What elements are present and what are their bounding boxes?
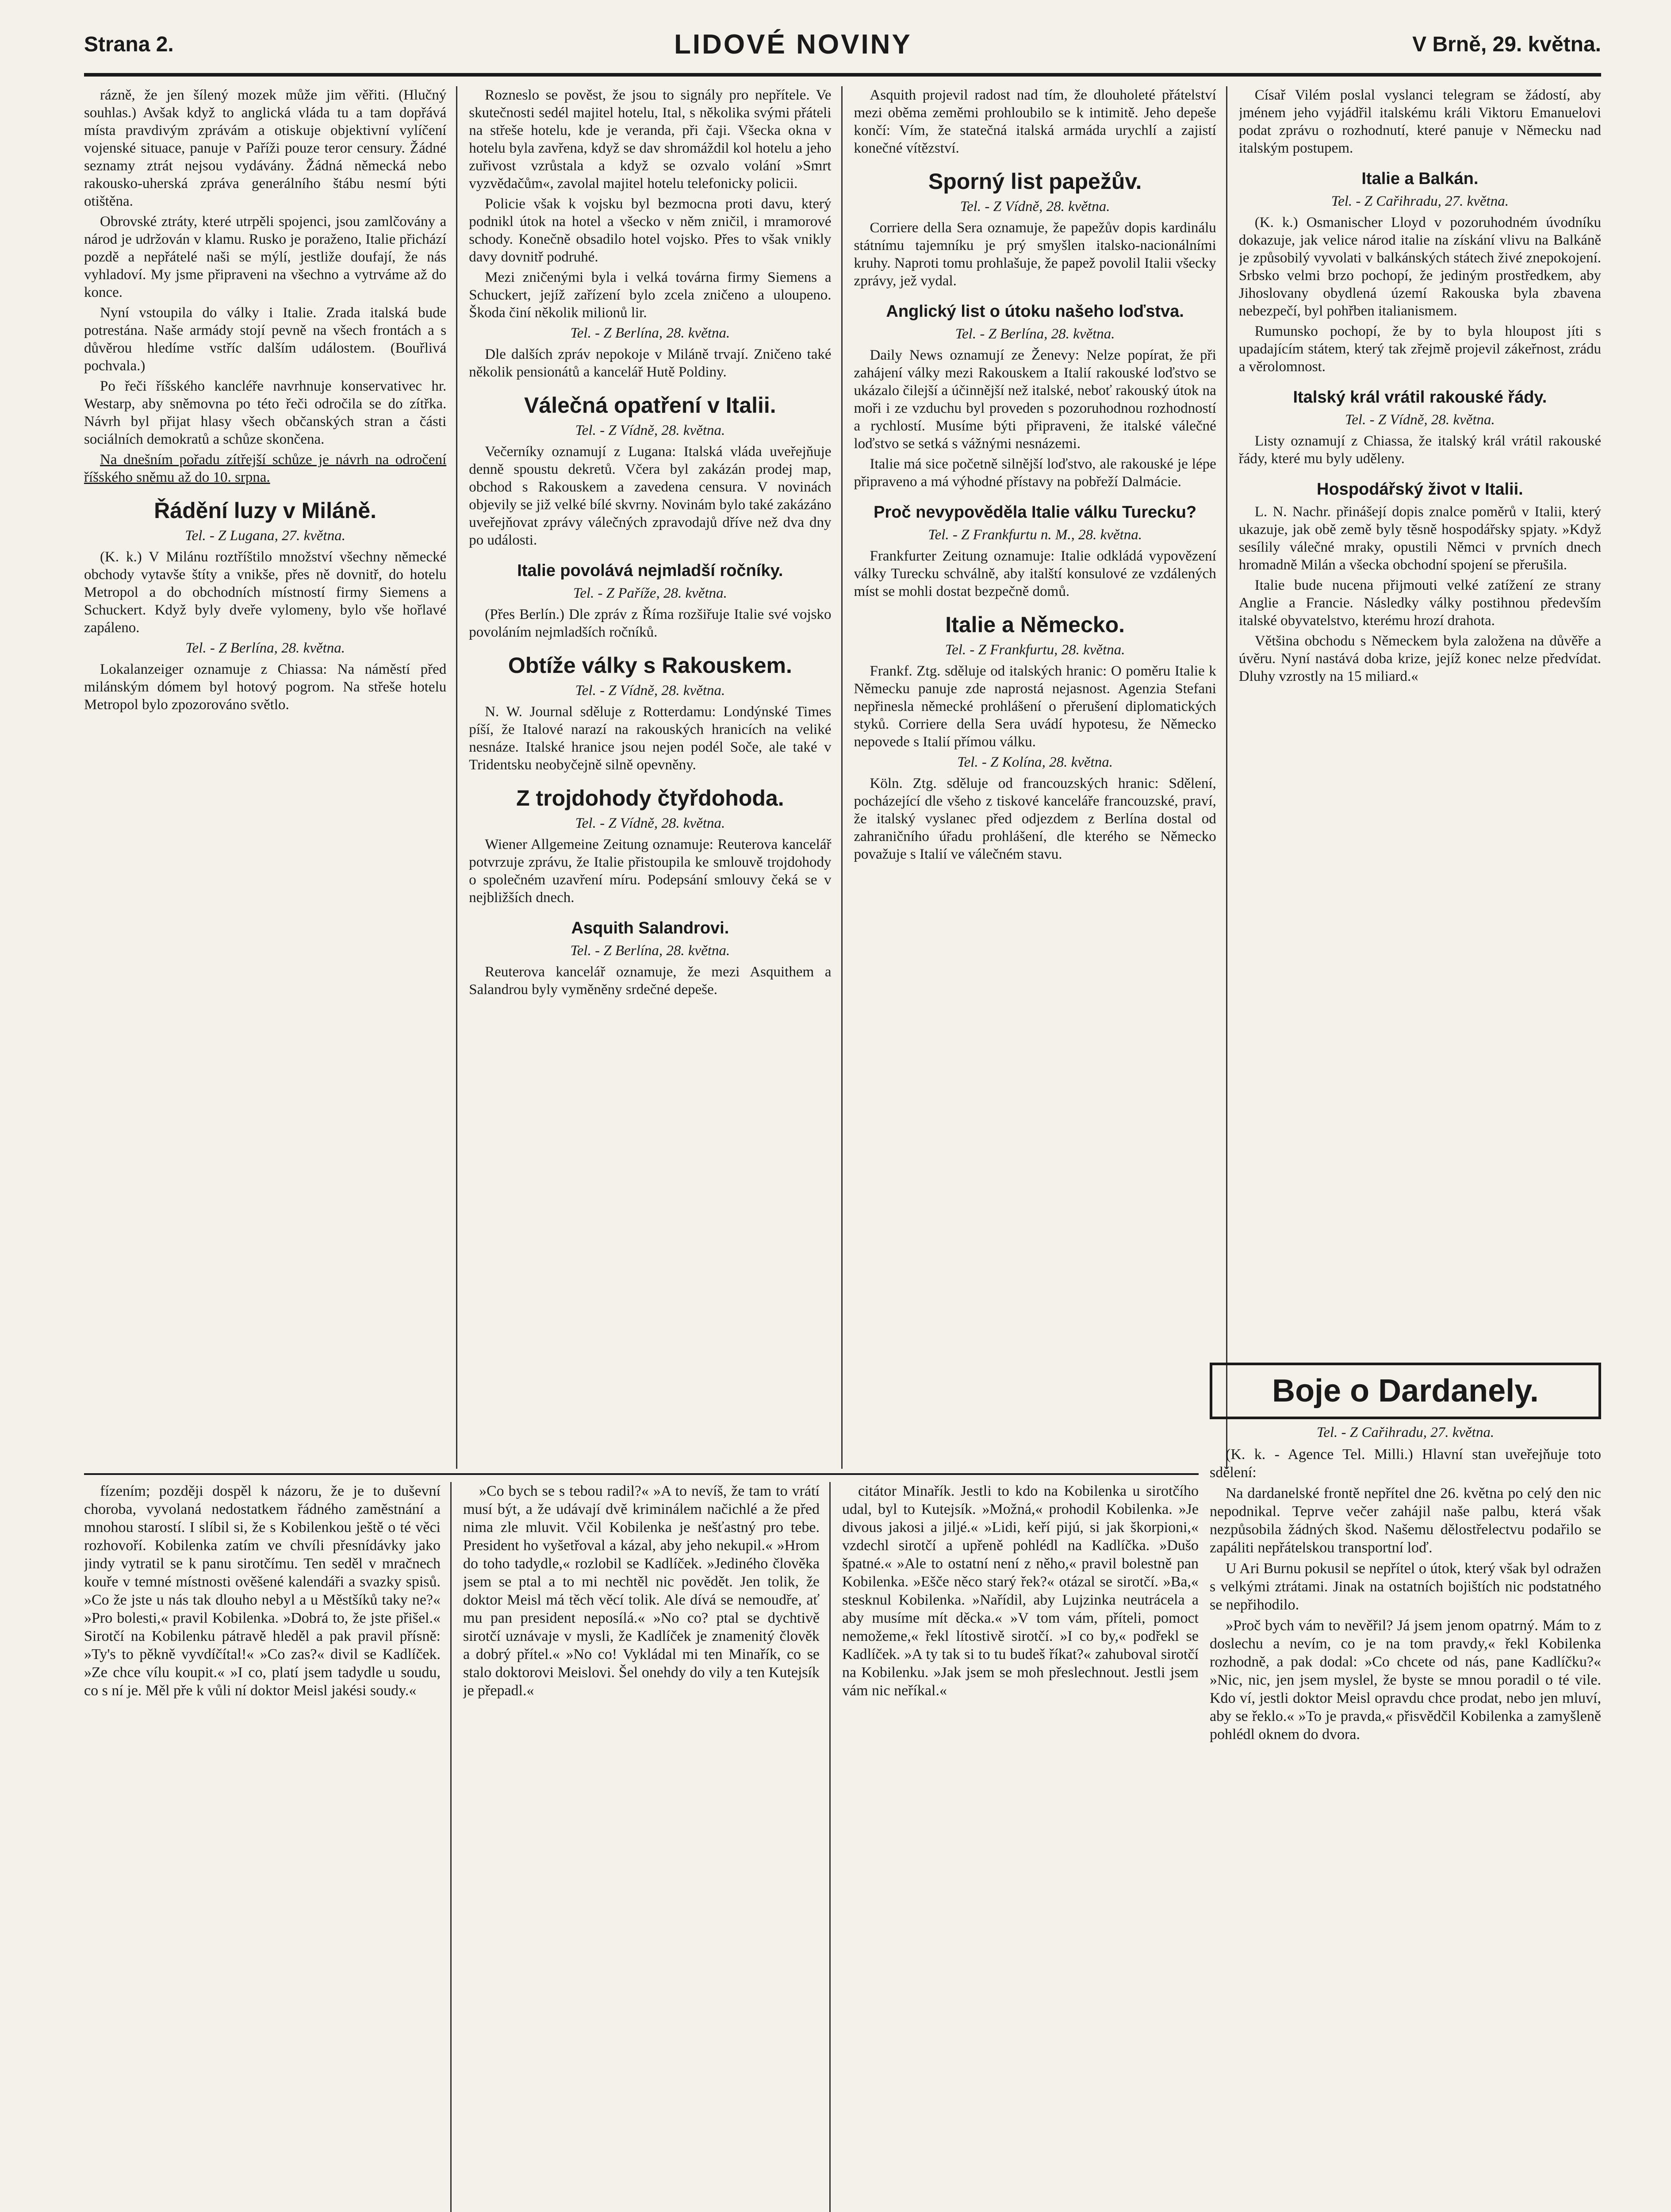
feuilleton-columns [84,1482,1199,2212]
paragraph: Večerníky oznamují z Lugana: Italská vláda uveřejňuje denně spoustu dekretů. Včera byl zakázán prodej map, obchod s Rakouskem a zavedena censura. V novinách objevily se již velké bílé skvrny. Novinám bylo také zakázáno uveřejňovat zprávy válečných zpravodajů dříve než dva dny po události. [469,444,832,548]
headline-war-measures: Válečná opatření v Italii. [524,393,776,418]
paragraph: Na dardanelské frontě nepřítel dne 26. května po celý den nic nepodnikal. Teprve večer zahájil naše palbu, která však nezpůsobila žádných škod. Našemu dělostřelectvu podařilo se zapáliti nepřátelskou transportní loď. [1210,1485,1601,1556]
headline-quadruple-entente: Z trojdohody čtyřdohoda. [516,786,784,810]
dateline: Tel. - Z Vídně, 28. května. [1345,412,1495,428]
paragraph: Frankfurter Zeitung oznamuje: Italie odkládá vypovězení války Turecku schválně, aby italští konsulové ze vzdálených míst se mohli dostat bezpečně domů. [854,548,1216,599]
page-header [84,18,1601,71]
column-2 [469,86,842,1469]
paragraph: Frankf. Ztg. sděluje od italských hranic: O poměru Italie k Německu panuje zde naprostá nejasnost. Agenzia Stefani nepřinesla německé prohlášení o přerušení diplomatických styků. Corriere della Sera uvádí hypotesu, že Německo nepovede s Italií přímou válku. [854,663,1216,750]
paragraph: Listy oznamují z Chiassa, že italský král vrátil rakouské řády, které mu byly uděleny. [1238,433,1601,467]
headline-economic-life: Hospodářský život v Italii. [1317,480,1523,499]
dateline: Tel. - Z Vídně, 28. května. [960,199,1110,215]
paragraph: »Co bych se s tebou radil?« »A to nevíš, že tam to vrátí musí být, a že udávají dvě kriminálem načichlé a že před nima zle mluvit. Včil Kobilenka je nešťastný pro tebe. President ho vyšetřoval a kázal, aby jeho nekupil.« »Hrom do toho tadydle,« rozlobil se Kadlíček. »Jediného člověka jsem se ptal a to mi nechtěl nic povědět. Jen tolik, že doktor Meisl má těch věcí tolik. Ale dívá se nemoudře, ať mu pan president neposílá.« »No co? ptal se dychtivě sirotčí uznávaje v mysli, že Kadlíček je znamenitý člověk a dobrý přítel.« »No co! Vykládal mi ten Minařík, co se stalo doktorovi Meislovi. Šel onehdy do vily a ten Kutejsík je přepadl.« [463,1483,820,1699]
feuilleton-column-2 [463,1482,831,2212]
headline-english-paper: Anglický list o útoku našeho loďstva. [886,302,1184,321]
header-rule [84,73,1601,77]
paragraph: Reuterova kancelář oznamuje, že mezi Asquithem a Salandrou byly vyměněny srdečné depeše. [469,964,832,998]
paragraph: Většina obchodu s Německem byla založena na důvěře a úvěru. Nyní nastává doba krize, jejíž konec nelze předvídat. Dluhy vzrostly na 15 miliard.« [1238,633,1601,684]
headline-youngest-classes: Italie povolává nejmladší ročníky. [517,561,783,580]
paragraph: U Ari Burnu pokusil se nepřítel o útok, který však byl odražen s velkými ztrátami. Jinak na ostatních bojištích nic podstatného se nepřihodilo. [1210,1560,1601,1613]
paragraph: Italie má sice početně silnější loďstvo, ale rakouské je lépe připraveno a má výhodné přístavy na pobřeží Dalmácie. [854,456,1216,490]
headline-turkey: Proč nevypověděla Italie válku Turecku? [874,503,1197,522]
paragraph: rázně, že jen šílený mozek může jim věřiti. (Hlučný souhlas.) Avšak když to anglická vláda tu a tam dopřává místa pravdivým zprávám a otiskuje objektivní vylíčení vojenské situace, panuje v Paříži pouze teror censury. Žádné seznamy ztrát nejsou vydávány. Žádná německá nebo rakousko-uherská zpráva generálního štábu nesmí býti otištěna. [84,87,447,209]
paragraph: Lokalanzeiger oznamuje z Chiassa: Na náměstí před milánským dómem byl hotový pogrom. Na střeše hotelu Metropol bylo zpozorováno světlo. [84,661,447,713]
paragraph: Wiener Allgemeine Zeitung oznamuje: Reuterova kancelář potvrzuje zprávu, že Italie přistoupila ke smlouvě trojdohody o společném uzavření míru. Podepsání smlouvy čeká se v nejbližších dnech. [469,837,832,906]
paragraph: Köln. Ztg. sděluje od francouzských hranic: Sdělení, pocházející dle všeho z tiskové kanceláře francouzské, praví, že italský vyslanec před odjezdem z Berlína dostal od zahraničního úřadu prohlášení, dle kterého se Německo považuje s Italií ve válečném stavu. [854,776,1216,862]
dateline: Tel. - Z Cařihradu, 27. května. [1316,1425,1495,1440]
column-1 [84,86,457,1469]
headline-pope-letter: Sporný list papežův. [928,169,1142,194]
paragraph: (K. k. - Agence Tel. Milli.) Hlavní stan uveřejňuje toto sdělení: [1210,1446,1601,1481]
paragraph: Mezi zničenými byla i velká továrna firmy Siemens a Schuckert, jejíž zařízení bylo zcela zničeno a uloupeno. Škoda činí několik milionů lir. [469,269,832,321]
dateline: Tel. - Z Berlína, 28. května. [185,640,345,656]
column-3 [854,86,1227,1469]
dateline: Tel. - Z Frankfurtu n. M., 28. května. [928,527,1142,543]
paragraph: Daily News oznamují ze Ženevy: Nelze popírat, že při zahájení války mezi Rakouskem a Italií rakouské loďstvo se ukázalo čilejší a účinnější než italské, neboť rakouský útok na moři i ze vzduchu byl proveden s pozoruhodnou rozhodností a rychlostí. Musíme býti připraveni, že italské válečné loďstvo se setká s vážnými nesnázemi. [854,347,1216,452]
feuilleton-rule [84,1473,1199,1475]
dateline: Tel. - Z Lugana, 27. května. [185,528,345,544]
paragraph: Rumunsko pochopí, že by to byla hloupost jíti s upadajícím státem, který tak zřejmě projevil zákeřnost, zrádu a věrolomnost. [1238,323,1601,375]
headline-dardanelles: Boje o Dardanely. [1210,1363,1601,1419]
paragraph: (K. k.) V Milánu roztříštilo množství všechny německé obchody vytavše štíty a vnikše, přes ně dovnitř, do hotelu Metropol a do obchodních místností firmy Siemens a Schuckert. Když byly dveře vylomeny, bylo vše hořlavé zapáleno. [84,549,447,636]
paragraph: fízením; později dospěl k názoru, že je to duševní choroba, vyvolaná nedostatkem řádného zaměstnání a mnohou starostí. I slíbil si, že s Kobilenkou ještě o té věci rozhovoří. Kobilenka zatím ve chvíli přesnídávky jako jindy vytratil se k panu sirotčímu. Ten seděl v mračnech kouře v temné místnosti ověšené kalendáři a svazky spisů. »Co že jste u nás tak dlouho nebyl a u Městšíků taky ne?« »Pro bolesti,« pravil Kobilenka. »Dobrá to, že jste přišel.« Sirotčí na Kobilenku pátravě hleděl a pak pravil přísně: »Ty's to pěkně vyvdíčítal!« »Co zas?« divil se Kadlíček. »Ze chce vílu koupit.« »I co, platí jsem tadydle u soudu, co s ní je. Měl pře k vůli ní doktor Meisl jakési soudy.« [84,1483,441,1699]
masthead-title: LIDOVÉ NOVINY [674,29,912,60]
headline-asquith: Asquith Salandrovi. [571,919,729,937]
headline-king-orders: Italský král vrátil rakouské řády. [1293,388,1547,407]
paragraph: N. W. Journal sděluje z Rotterdamu: Londýnské Times píší, že Italové narazí na rakouských hranicích na veliké nesnáze. Italské hranice jsou nejen podél Soče, ale také v Tridentsku neobyčejně silně opevněny. [469,704,832,773]
paragraph: Policie však k vojsku byl bezmocna proti davu, který podnikl útok na hotel a všecko v něm zničil, i mramorové schody. Konečně obsadilo hotel vojsko. Přes to však vnikly davy dovnitř podruhé. [469,196,832,265]
paragraph: Císař Vilém poslal vyslanci telegram se žádostí, aby jménem jeho vyjádřil italskému králi Viktoru Emanuelovi podat zprávu o rozhodnutí, které panuje v Německu nad italským postupem. [1238,87,1601,156]
paragraph: Obrovské ztráty, které utrpěli spojenci, jsou zamlčovány a národ je udržován v klamu. Rusko je poraženo, Italie přichází pozdě a nepřátelé naši se mýlí, jestliže doufají, že nás vyhladoví. My jsme připraveni na všechno a vytrváme až do konce. [84,214,447,300]
feuilleton-column-3 [842,1482,1199,2212]
paragraph: Rozneslo se pověst, že jsou to signály pro nepřítele. Ve skutečnosti sedél majitel hotelu, Ital, s několika svými přáteli na střeše hotelu, kde je veranda, při čaji. Všecka okna v hotelu byla zavřena, když se dav shromáždil kol hotelu a jeho zuřivost vzrůstala a když se ozvalo volání »Smrt vyzvědačům«, zavolal majitel hotelu telefonicky policii. [469,87,832,192]
dateline: Tel. - Z Paříže, 28. května. [573,585,727,601]
paragraph: (Přes Berlín.) Dle zpráv z Říma rozšiřuje Italie své vojsko povoláním nejmladších ročníků. [469,607,832,640]
paragraph: »Proč bych vám to nevěřil? Já jsem jenom opatrný. Mám to z doslechu a nevím, co je na tom pravdy,« řekl Kobilenka rozhodně, a pak dodal: »Co chcete od nás, pane Kadlíčku?« »Nic, nic, jen jsem myslel, že byste se mnou poradil o té vile. Kdo ví, jestli doktor Meisl opravdu chce prodat, nebo jen mluví, aby se řeklo.« »To je pravda,« přisvědčil Kobilenka a zamyšleně pohlédl oknem do dvora. [1210,1617,1601,1743]
dateline: Tel. - Z Berlína, 28. května. [570,943,730,959]
dateline: Tel. - Z Kolína, 28. května. [957,754,1113,770]
paragraph: Po řeči říšského kancléře navrhnuje konservativec hr. Westarp, aby sněmovna po této řeči odročila se do zítřka. Návrh byl přijat hlasy všech občanských stran a části sociálních demokratů a schůze skončena. [84,378,447,447]
dateline: Tel. - Z Vídně, 28. května. [575,815,725,831]
news-columns [84,86,1601,1469]
paragraph: Na dnešním pořadu zítřejší schůze je návrh na odročení říšského sněmu až do 10. srpna. [84,452,447,485]
paragraph: Corriere della Sera oznamuje, že papežův dopis kardinálu státnímu tajemníku je prý smyšlen italsko-nacionálními kruhy. Naproti tomu prohlašuje, že papež povolil Italii všecky zprávy, jež vydal. [854,220,1216,289]
feuilleton-column-1 [84,1482,452,2212]
dateline: Tel. - Z Frankfurtu, 28. května. [945,642,1125,658]
column-4 [1239,86,1601,1469]
paragraph: Nyní vstoupila do války i Italie. Zrada italská bude potrestána. Naše armády stojí pevně na všech frontách a s důvěrou hledíme vstříc dalším událostem. (Bouřlivá pochvala.) [84,305,447,374]
dardanelles-section [1210,1354,1601,2212]
paragraph: Dle dalších zpráv nepokoje v Miláně trvají. Zničeno také několik pensionátů a kancelář Hutě Poldiny. [469,346,832,380]
paragraph: citátor Minařík. Jestli to kdo na Kobilenka u sirotčího udal, byl to Kutejsík. »Možná,« prohodil Kobilenka. »Je divous jakosi a jiljé.« »Lidi, keří pijú, si jak škorpioni,« vzdechl sirotčí a upřeně pohlédl na Kadlíčka. »Dušo špatné.« »Ale to ostatní není z něho,« pravil bolestně pan Kobilenka. »Ešče něco starý řek?« otázal se sirotčí. »Ba,« stesknul Kobilenka. »Nařídil, aby Lujzinka neutrácela a aby musíme mít děcka.« »V tom vám, příteli, pomoct nemožeme,« řekl lítostivě sirotčí. »I co by,« podřekl se Kadlíček. »A ty tak si to tu budeš říkat?« zahuboval sirotčí na Kobilenku. »Jak jsem se moh přeslechnout. Jestli jsem vám nic neříkal.« [842,1483,1199,1699]
issue-date: V Brně, 29. května. [1412,32,1601,56]
headline-war-difficulties: Obtíže války s Rakouskem. [508,653,792,678]
dateline: Tel. - Z Berlína, 28. května. [570,325,730,341]
paragraph: (K. k.) Osmanischer Lloyd v pozoruhodném úvodníku dokazuje, jak velice národ italie na získání vlivu na Balkáně je způsobilý vyvolati v balkánských státech živé znepokojení. Srbsko velmi brzo pochopí, že jediným prostředkem, aby Jihoslovany obydlená území Rakouska byla zbavena nebezpečí, byl pohřben italianismem. [1238,215,1601,319]
headline-milan-riots: Řádění luzy v Miláně. [154,498,377,523]
paragraph: Italie bude nucena přijmouti velké zatížení ze strany Anglie a Francie. Následky války postihnou především italské obyvatelstvo, kterému hrozí drahota. [1238,577,1601,629]
dateline: Tel. - Z Vídně, 28. května. [575,422,725,438]
page-number: Strana 2. [84,32,174,56]
headline-italy-balkans: Italie a Balkán. [1361,169,1479,188]
dateline: Tel. - Z Berlína, 28. května. [955,326,1115,342]
dateline: Tel. - Z Cařihradu, 27. května. [1331,193,1509,209]
dateline: Tel. - Z Vídně, 28. května. [575,683,725,699]
paragraph: L. N. Nachr. přinášejí dopis znalce poměrů v Italii, který ukazuje, jak obě země byly těsně hospodářsky spjaty. »Když sesílily válečné mraky, opustili Němci v prvních dnech hromadně Milán a všecka obchodní spojení se přerušila. [1238,504,1601,573]
headline-italy-germany: Italie a Německo. [945,612,1125,637]
paragraph: Asquith projevil radost nad tím, že dlouholeté přátelství mezi oběma zeměmi prohloubilo se k intimitě. Jeho depeše končí: Vím, že statečná italská armáda urychlí a zajistí konečné vítězství. [854,87,1216,156]
